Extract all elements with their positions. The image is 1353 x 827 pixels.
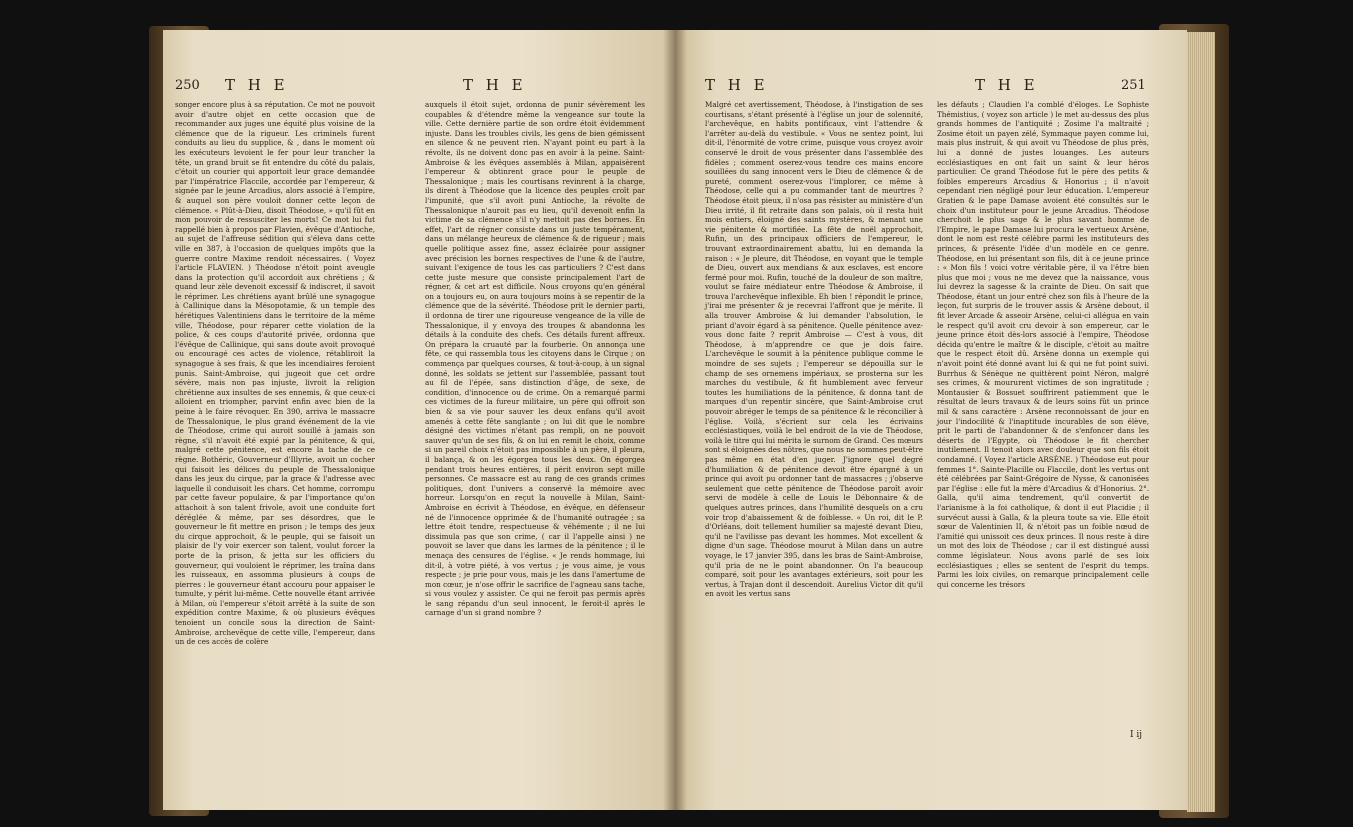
column-text: songer encore plus à sa réputation. Ce mot ne pouvoit avoir d'autre objet en cette occasion que de recommander aux juges une équité plus voisine de la clémence que de la rigueur. Les criminels furent conduits au lieu du supplice, & , dans le moment où les exécuteurs levoient le fer pour leur trancher la tête, un grand bruit se fit entendre du côté du palais, c'étoit un courier qui apportoit leur grace demandée par l'impératrice Flaccile, accordée par l'empereur, & signée par le jeune Arcadius, alors associé à l'empire, & auquel son père vouloit donner cette leçon de clémence. « Plût-à-Dieu, disoit Théodose, » qu'il fût en mon pouvoir de ressusciter les morts! Ce mot lui fut rappellé bien à propos par Flavien, évêque d'Antioche, au sujet de l'affreuse sédition qui s'éleva dans cette ville en 387, à l'occasion de quelques impôts que la guerre contre Maxime rendoit nécessaires. ( Voyez l'article FLAVIEN. ) Théodose n'étoit point aveugle dans la protection qu'il accordoit aux chrétiens ; & quand leur zèle devenoit excessif & indiscret, il savoit le réprimer. Les chrétiens ayant brûlé une synagogue à Callinique dans la Mésopotamie, & un temple des hérétiques Valentiniens dans le territoire de la même ville, Théodose, pour réparer cette violation de la police, & ces coups d'autorité privée, ordonna que l'évêque de Callinique, qui sans doute avoit provoqué ou encouragé ces actes de violence, rétabliroit la synagogue à ses frais, & que les incendiaires feroient punis. Saint-Ambroise, qui jugeoit que cet ordre sévère, mais non pas injuste, livroit la religion chrétienne aux insultes de ses ennemis, & que ceux-ci alloient en triompher, parvint enfin avec bien de la peine à le faire révoquer. En 390, arriva le massacre de Thessalonique, le plus grand événement de la vie de Théodose, crime qui auroit souillé à jamais son règne, s'il n'avoit été expié par la pénitence, & qui, malgré cette pénitence, est encore la tache de ce règne. Bothéric, Gouverneur d'Illyrie, avoit un cocher qui faisoit les délices du peuple de Thessalonique dans les jeux du cirque, par la grace & l'adresse avec laquelle il conduisoit les chars. Cet homme, corrompu par cette faveur populaire, & par l'importance qu'on attachoit à son talent frivole, avoit une conduite fort déréglée & même, par ses désordres, que le gouverneur le fit mettre en prison ; le temps des jeux du cirque approchoit, & le peuple, qui se faisoit un plaisir de l'y voir exercer son talent, voulut forcer la porte de la prison, & jetta sur les officiers du gouverneur, qui vouloient le réprimer, les traîna dans les ruisseaux, en assomma plusieurs à coups de pierres : le gouverneur étant accouru pour appaiser le tumulte, y périt lui-même. Cette nouvelle étant arrivée à Milan, où l'empereur s'étoit arrêté à la suite de son expédition contre Maxime, & où plusieurs évêques tenoient un concile sous la direction de Saint-Ambroise, archevêque de cette ville, l'empereur, dans un de ces accès de colère [175, 100, 375, 647]
running-head: T H E [463, 76, 527, 94]
text-column [175, 100, 375, 647]
column-text: auxquels il étoit sujet, ordonna de punir sévèrement les coupables & d'étendre même la vengeance sur toute la ville. Cette dernière partie de son ordre étoit évidemment injuste. Dans les troubles civils, les gens de bien gémissent en silence & ne peuvent rien. N'ayant point eu part à la révolte, ils ne doivent donc pas en avoir à la peine. Saint-Ambroise & les évêques assemblés à Milan, appaisèrent l'empereur & obtinrent grace pour le peuple de Thessalonique ; mais les courtisans revinrent à la charge, ils dirent à Théodose que la licence des peuples croît par l'impunité, que s'il avoit puni Antioche, la révolte de Thessalonique n'auroit pas eu lieu, qu'il devenoit enfin la victime de sa clémence s'il n'y mettoit pas des bornes. En effet, l'art de régner consiste dans un juste tempérament, dans un mélange heureux de clémence & de rigueur ; mais quelle politique assez fine, assez éclairée pour assigner avec précision les bornes respectives de l'une & de l'autre, suivant l'exigence de tous les cas particuliers ? C'est dans cette juste mesure que consiste principalement l'art de régner, & cet art est difficile. Nous croyons qu'en général on a toujours eu, on aura toujours moins à se repentir de la clémence que de la sévérité. Théodose prit le dernier parti, il ordonna de tirer une rigoureuse vengeance de la ville de Thessalonique, il y envoya des troupes & abandonna les détails à la conduite des chefs. Ces détails furent affreux. On prépara la cruauté par la fourberie. On annonça une fête, ce qui rassembla tous les citoyens dans le Cirque ; on commença par quelques courses, & tout-à-coup, à un signal donné, les soldats se jettent sur l'assemblée, passant tout au fil de l'épée, sans distinction d'âge, de sexe, de condition, d'innocence ou de crime. On a remarqué parmi ces victimes de la fureur militaire, un père qui offroit son bien & sa vie pour sauver les deux enfans qu'il avoit amenés à cette fête sanglante ; on lui dit que le nombre désigné des victimes n'étant pas rempli, on ne pouvoit sauver qu'un de ses fils, & on lui en remit le choix, comme si un pareil choix n'étoit pas impossible à un père, il pleura, il balança, & on les égorgea tous les deux. On égorgea pendant trois heures entières, il périt environ sept mille personnes. Ce massacre est au rang de ces grands crimes politiques, dont l'univers a conservé la mémoire avec horreur. Lorsqu'on en reçut la nouvelle à Milan, Saint-Ambroise en écrivit à Théodose, en évêque, en défenseur né de l'innocence opprimée & de l'humanité outragée ; sa lettre étoit tendre, respectueuse & véhémente ; il ne lui dissimula pas que son crime, ( car il l'appelle ainsi ) ne pouvoit se laver que dans les larmes de la pénitence ; il le menaça des censures de l'église. « Je rends hommage, lui dit-il, à votre piété, à vos vertus ; je vous aime, je vous respecte ; je prie pour vous, mais je les dans l'amertume de mon cœur, je n'ose offrir le sacrifice de l'agneau sans tache, si vous voulez y assister. Ce qui ne feroit pas permis après le sang répandu d'un seul innocent, le feroit-il après le carnage d'un si grand nombre ? [425, 100, 645, 618]
text-column [705, 100, 923, 599]
book-gutter [663, 30, 687, 810]
column-text: les défauts ; Claudien l'a comblé d'éloges. Le Sophiste Thémistius, ( voyez son article ) le met au-dessus des plus grands hommes de l'antiquité ; Zosime l'a maltraité ; Zosime étoit un payen zélé, Symmaque payen comme lui, mais plus instruit, & qui avoit vu Théodose de plus près, lui a donné de justes louanges. Les auteurs ecclésiastiques en ont fait un saint & leur héros particulier. Ce grand Théodose fut le père des petits & foibles empereurs Arcadius & Honorius ; il n'avoit cependant rien négligé pour leur éducation. L'empereur Gratien & le pape Damase avoient été consultés sur le choix d'un instituteur pour le jeune Arcadius. Théodose cherchoit le plus sage & le plus savant homme de l'Empire, le pape Damase lui procura le vertueux Arsène, dont le nom est resté célèbre parmi les instituteurs des princes, & présente l'idée d'un modèle en ce genre. Théodose, en lui présentant son fils, dit à ce jeune prince : « Mon fils ! voici votre véritable père, il va l'être bien plus que moi ; vous ne me devez que la naissance, vous lui devrez la sagesse & la crainte de Dieu. On sait que Théodose, étant un jour entré chez son fils à l'heure de la leçon, fut surpris de le trouver assis & Arsène debout, il fit lever Arcade & asseoir Arsène, celui-ci allégua en vain le respect qu'il avoit cru devoir à son empereur, car le jeune prince étoit dès-lors associé à l'empire, Théodose décida qu'entre le maître & le disciple, c'étoit au maître que le respect étoit dû. Arsène donna un exemple qui n'avoit point été donné avant lui & qui ne fut point suivi. Burrhus & Sénèque ne quittèrent point Néron, malgré ses crimes, & moururent victimes de son ingratitude ; Montausier & Bossuet souffrirent patiemment que le résultat de leurs travaux & de leurs soins fût un prince mil & sans caractère : Arsène reconnoissant de jour en jour l'indocilité & l'inaptitude incurables de son élève, prit le parti de l'abandonner & de s'enfoncer dans les déserts de l'Egypte, où Théodose le fit chercher inutilement. Il tenoit alors avec douleur que son fils étoit condamné. ( Voyez l'article ARSÈNE. ) Théodose eut pour femmes 1°. Sainte-Placille ou Flaccile, dont les vertus ont été célébrées par Saint-Grégoire de Nysse, & canonisées par l'église : elle fut la mère d'Arcadius & d'Honorius. 2°. Galla, qu'il aima tendrement, qu'il convertit de l'arianisme à la foi catholique, & dont il eut Placidie ; il survécut aussi à Galla, & la pleura toute sa vie. Elle étoit sœur de Valentinien II, & n'étoit pas un foible nœud de l'amitié qui unissoit ces deux princes. Il nous reste à dire un mot des loix de Théodose ; car il est distingué aussi comme législateur. Nous avons parlé de ses loix ecclésiastiques ; elles se sentent de l'esprit du temps. Parmi les loix civiles, on remarque principalement celle qui concerne les trésors [937, 100, 1149, 589]
left-page [163, 30, 675, 810]
page-edges [1187, 32, 1215, 812]
text-column [425, 100, 645, 618]
running-head: T H E [975, 76, 1039, 94]
column-text: Malgré cet avertissement, Théodose, à l'instigation de ses courtisans, s'étant présenté à l'église un jour de solennité, l'archevêque, en habits pontificaux, vint l'attendre & l'arrêter au-delà du vestibule. « Vous ne sentez point, lui dit-il, l'énormité de votre crime, puisque vous croyez avoir conservé le droit de vous présenter dans l'assemblée des fidèles ; comment oserez-vous tendre ces mains encore souillées du sang innocent vers le Dieu de clémence & de pureté, comment oserez-vous l'implorer, ce même à Théodose, celle qui a pu commander tant de meurtres ? Théodose étoit pieux, il n'osa pas résister au ministère d'un Dieu irrité, il fit retraite dans son palais, où il resta huit mois entiers, éloigné des saints mystères, & menant une vie pénitente & mortifiée. La fête de noël approchoit, Rufin, un des principaux officiers de l'empereur, le trouvant extraordinairement abattu, lui en demanda la raison : « Je pleure, dit Théodose, en voyant que le temple de Dieu, ouvert aux mendians & aux esclaves, est encore fermé pour moi. Rufin, touché de la douleur de son maître, voulut se faire médiateur entre Théodose & Ambroise, il trouva l'archevêque inflexible. Eh bien ! répondit le prince, j'irai me présenter & je recevrai l'affront que je mérite. Il alla trouver Ambroise & lui demander l'absolution, le priant d'avoir égard à sa pénitence. Quelle pénitence avez-vous donc faite ? reprit Ambroise — C'est à vous, dit Théodose, à m'apprendre ce que je dois faire. L'archevêque le soumit à la pénitence publique comme le moindre de ses sujets ; l'empereur se dépouilla sur le champ de ses ornemens impériaux, se prosterna sur les marches du vestibule, & fit humblement avec ferveur toutes les humiliations de la pénitence, & donna tant de marques d'un repentir sincère, que Saint-Ambroise crut pouvoir abréger le temps de sa pénitence & le réconcilier à l'église. Voilà, s'écrient sur cela les écrivains ecclésiastiques, voilà le bel endroit de la vie de Théodose, voilà le titre qui lui mérita le surnom de Grand. Ces mœurs sont si éloignées des nôtres, que nous ne sommes peut-être pas même en état d'en juger. J'ignore quel degré d'humiliation & de pénitence devoit être épargné à un prince qui avoit pu ordonner tant de massacres ; j'observe seulement que cette pénitence de Théodose paroît avoir servi de modèle à celle de Louis le Débonnaire & de quelques autres princes, dans l'humilité desquels on a cru voir trop d'abaissement & de foiblesse. « Un roi, dit le P. d'Orléans, doit tellement humilier sa majesté devant Dieu, qu'il ne l'avilisse pas devant les hommes. Mot excellent & digne d'un sage. Théodose mourut à Milan dans un autre voyage, le 17 janvier 395, dans les bras de Saint-Ambroise, qu'il pria de ne le point abandonner. On l'a beaucoup comparé, soit pour les avantages extérieurs, soit pour les vertus, à Trajan dont il descendoit. Aurelius Victor dit qu'il en avoit les vertus sans [705, 100, 923, 599]
open-book [155, 18, 1211, 818]
page-number: 251 [1121, 78, 1146, 93]
text-column [937, 100, 1149, 589]
running-head: T H E [225, 76, 289, 94]
page-number: 250 [175, 78, 200, 93]
right-page [675, 30, 1187, 810]
running-head: T H E [705, 76, 769, 94]
signature-mark: I ij [1130, 730, 1143, 740]
